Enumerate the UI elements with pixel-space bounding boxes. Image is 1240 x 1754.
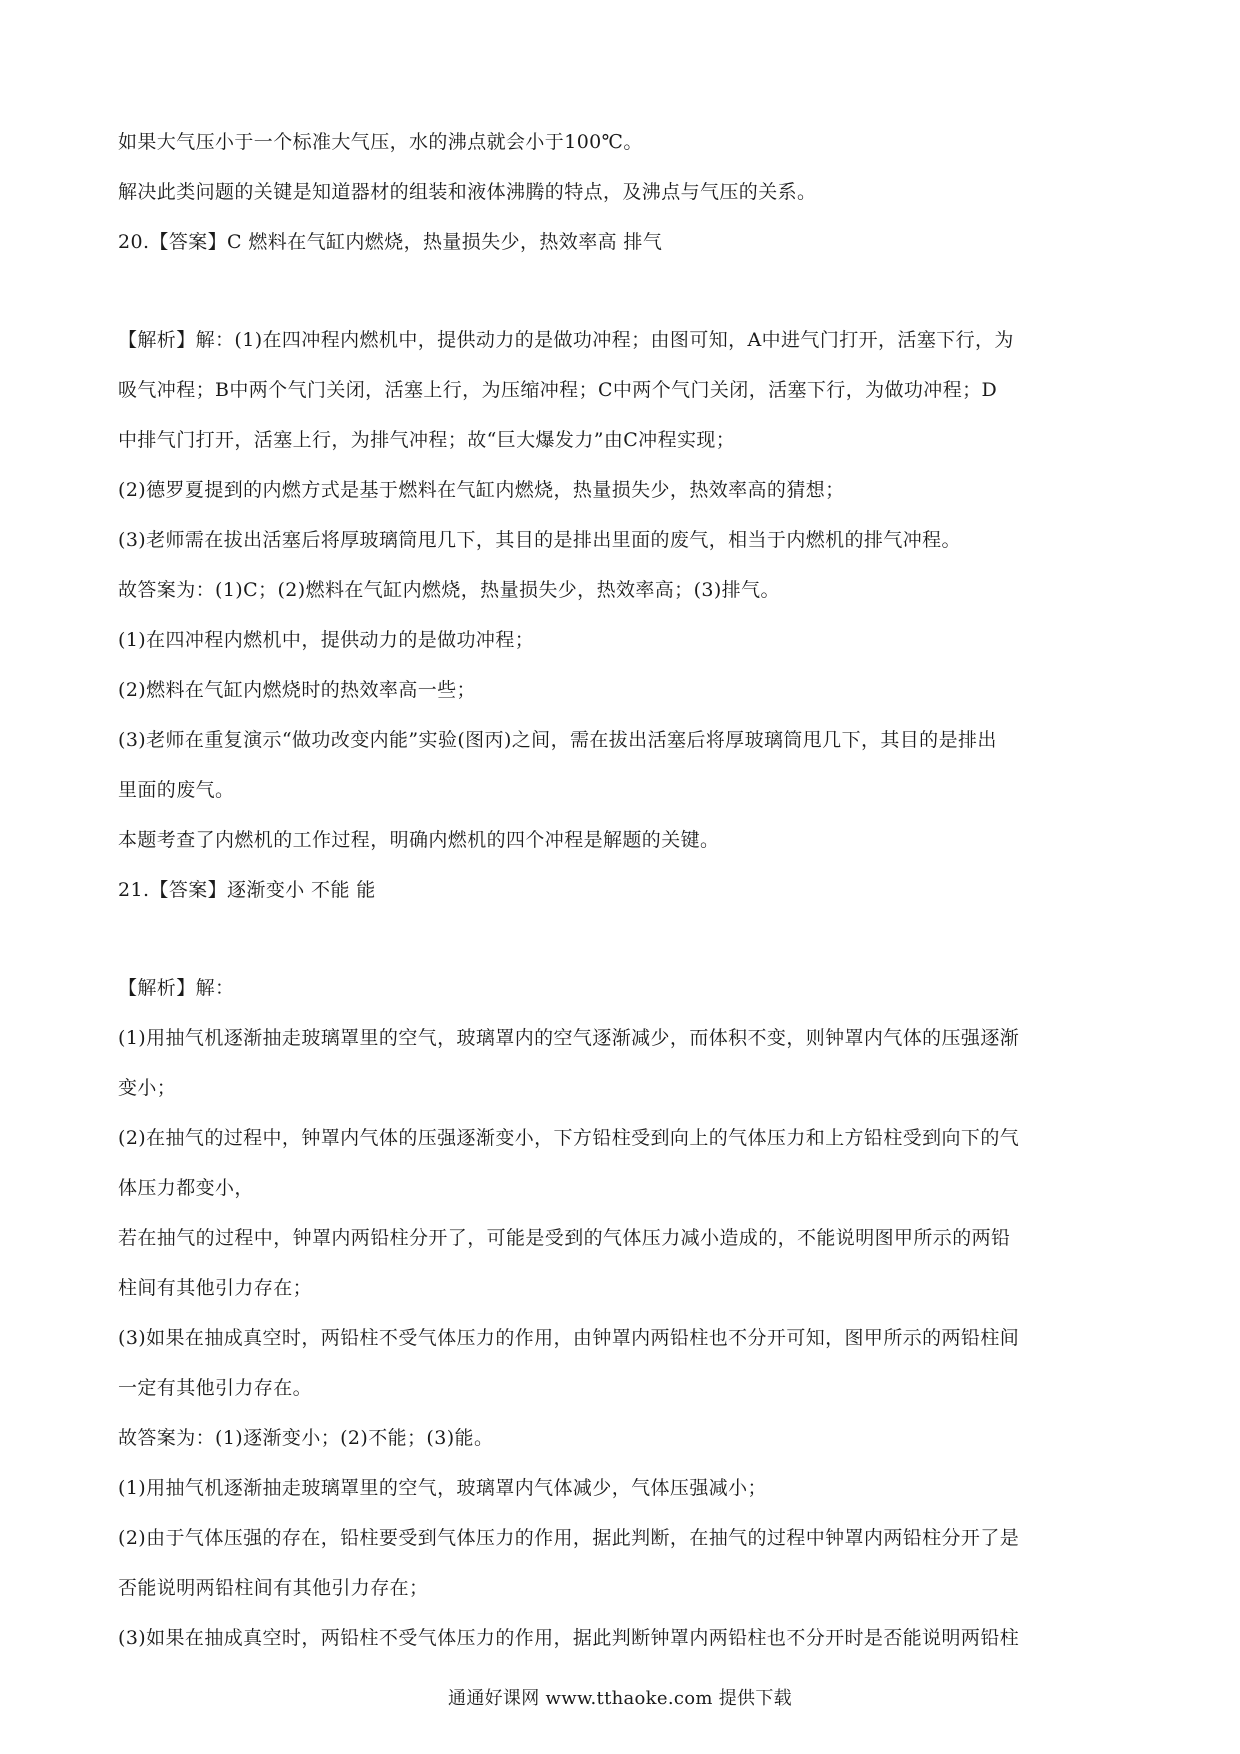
text-line: (3)如果在抽成真空时，两铅柱不受气体压力的作用，据此判断钟罩内两铅柱也不分开时是否能说明两铅柱 — [118, 1627, 1020, 1649]
answer-heading-20: 20.【答案】C 燃料在气缸内燃烧，热量损失少，热效率高 排气 — [118, 231, 663, 253]
text-line: 里面的废气。 — [118, 779, 235, 801]
text-line: 否能说明两铅柱间有其他引力存在； — [118, 1577, 429, 1599]
answer-heading-21: 21.【答案】逐渐变小 不能 能 — [118, 879, 376, 901]
text-line: (3)老师需在拔出活塞后将厚玻璃筒甩几下，其目的是排出里面的废气，相当于内燃机的排气冲程。 — [118, 529, 961, 551]
text-line: 故答案为：(1)C；(2)燃料在气缸内燃烧，热量损失少，热效率高；(3)排气。 — [118, 579, 780, 601]
text-line: 体压力都变小， — [118, 1177, 254, 1199]
text-line: (2)德罗夏提到的内燃方式是基于燃料在气缸内燃烧，热量损失少，热效率高的猜想； — [118, 479, 845, 501]
text-line: 柱间有其他引力存在； — [118, 1277, 313, 1299]
text-line: 若在抽气的过程中，钟罩内两铅柱分开了，可能是受到的气体压力减小造成的，不能说明图甲所示的两铅 — [118, 1227, 1011, 1249]
text-line: 解决此类问题的关键是知道器材的组装和液体沸腾的特点，及沸点与气压的关系。 — [118, 181, 817, 203]
text-line: (3)老师在重复演示“做功改变内能”实验(图丙)之间，需在拔出活塞后将厚玻璃筒甩几下，其目的是排出 — [118, 729, 997, 751]
text-line: 变小； — [118, 1077, 177, 1099]
text-line: (2)在抽气的过程中，钟罩内气体的压强逐渐变小，下方铅柱受到向上的气体压力和上方铅柱受到向下的气 — [118, 1127, 1020, 1149]
text-line: (1)在四冲程内燃机中，提供动力的是做功冲程； — [118, 629, 535, 651]
text-line: 本题考查了内燃机的工作过程，明确内燃机的四个冲程是解题的关键。 — [118, 829, 720, 851]
text-line: 故答案为：(1)逐渐变小；(2)不能；(3)能。 — [118, 1427, 494, 1449]
text-line: 一定有其他引力存在。 — [118, 1377, 313, 1399]
text-line: (1)用抽气机逐渐抽走玻璃罩里的空气，玻璃罩内气体减少，气体压强减小； — [118, 1477, 767, 1499]
text-line: (3)如果在抽成真空时，两铅柱不受气体压力的作用，由钟罩内两铅柱也不分开可知，图甲所示的两铅柱间 — [118, 1327, 1020, 1349]
analysis-heading-21: 【解析】解： — [118, 977, 235, 999]
text-line: (2)燃料在气缸内燃烧时的热效率高一些； — [118, 679, 476, 701]
text-line: (2)由于气体压强的存在，铅柱要受到气体压力的作用，据此判断，在抽气的过程中钟罩内两铅柱分开了是 — [118, 1527, 1020, 1549]
text-line: 吸气冲程；B中两个气门关闭，活塞上行，为压缩冲程；C中两个气门关闭，活塞下行，为做功冲程；D — [118, 379, 998, 401]
text-line: 如果大气压小于一个标准大气压，水的沸点就会小于100℃。 — [118, 131, 643, 153]
text-line: 中排气门打开，活塞上行，为排气冲程；故“巨大爆发力”由C冲程实现； — [118, 429, 736, 451]
page-footer: 通通好课网 www.tthaoke.com 提供下载 — [448, 1688, 792, 1709]
analysis-heading-20: 【解析】解：(1)在四冲程内燃机中，提供动力的是做功冲程；由图可知，A中进气门打开，活塞下行，为 — [118, 329, 1014, 351]
text-line: (1)用抽气机逐渐抽走玻璃罩里的空气，玻璃罩内的空气逐渐减少，而体积不变，则钟罩内气体的压强逐渐 — [118, 1027, 1020, 1049]
